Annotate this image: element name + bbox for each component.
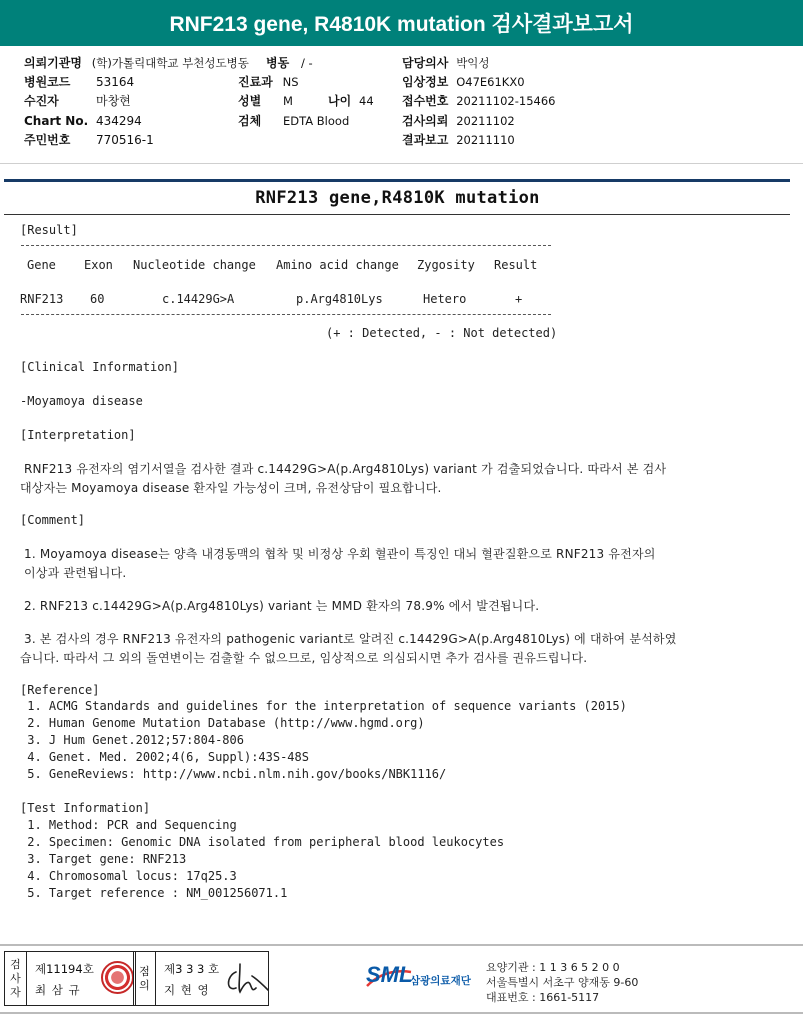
chart-no-label: Chart No. [24, 114, 89, 128]
result-bottom-dashes [21, 314, 551, 315]
department-value: NS [282, 75, 299, 89]
receipt-value: 20211102-15466 [456, 94, 556, 108]
reference-heading: [Reference] [20, 683, 100, 697]
col-nucleotide: Nucleotide change [133, 258, 256, 272]
signature-icon [222, 958, 270, 998]
report-date-row [402, 131, 515, 150]
age-label: 나이 [328, 94, 352, 108]
doctor-row [402, 54, 490, 73]
test-info-item-1: 1. Method: PCR and Sequencing [20, 818, 237, 832]
examiner-seal-icon [101, 961, 134, 994]
test-info-item-3: 3. Target gene: RNF213 [20, 852, 187, 866]
examiner-caption: 검 사 자 [5, 952, 27, 1005]
chart-no-value: 434294 [96, 114, 142, 128]
examiner-name: 최 삼 규 [35, 983, 81, 997]
patient-row [24, 92, 59, 111]
header-divider [0, 163, 803, 164]
comment-2-line-1: 2. RNF213 c.14429G>A(p.Arg4810Lys) variant 는 MMD 환자의 78.9% 에서 발견됩니다. [20, 599, 540, 613]
patient-value: 마창현 [96, 94, 131, 108]
lab-code: 요양기관 : 1 1 3 6 5 2 0 0 [486, 961, 620, 974]
clinical-text: -Moyamoya disease [20, 394, 143, 408]
comment-heading: [Comment] [20, 513, 86, 527]
comment-3-line-1: 3. 본 검사의 경우 RNF213 유전자의 pathogenic variant로 알려진 c.14429G>A(p.Arg4810Lys) 에 대하여 분석하였 [20, 632, 677, 646]
result-legend: (+ : Detected, - : Not detected) [326, 326, 558, 340]
sex-label: 성별 [238, 94, 262, 108]
doctor-value: 박익성 [456, 56, 490, 70]
reviewer-name: 지 현 영 [164, 983, 210, 997]
cell-amino: p.Arg4810Lys [296, 292, 383, 306]
specimen-label: 검체 [238, 114, 262, 128]
clinical-info-row [402, 73, 525, 92]
lab-address: 서울특별시 서초구 양재동 9-60 [486, 976, 639, 989]
request-label: 검사의뢰 [402, 114, 449, 128]
sex-value: M [283, 94, 293, 108]
request-value: 20211102 [456, 114, 515, 128]
institution-value: (학)가톨릭대학교 부천성도병동 [91, 56, 249, 70]
cell-result: + [515, 292, 523, 306]
col-zygosity: Zygosity [417, 258, 475, 272]
reference-item-3: 3. J Hum Genet.2012;57:804-806 [20, 733, 244, 747]
footer-top-rule [0, 944, 803, 946]
comment-1-line-2: 이상과 관련됩니다. [20, 566, 127, 580]
lab-name: 삼광의료재단 [410, 975, 471, 987]
test-info-item-4: 4. Chromosomal locus: 17q25.3 [20, 869, 237, 883]
result-top-dashes [21, 245, 551, 246]
report-date-label: 결과보고 [402, 133, 449, 147]
report-title-bar: RNF213 gene, R4810K mutation 검사결과보고서 [0, 0, 803, 46]
cell-zygosity: Hetero [423, 292, 467, 306]
specimen-row [238, 112, 349, 131]
resident-label: 주민번호 [24, 133, 71, 147]
reference-item-2: 2. Human Genome Mutation Database (http://www.hgmd.org) [20, 716, 425, 730]
reference-item-5: 5. GeneReviews: http://www.ncbi.nlm.nih.gov/books/NBK1116/ [20, 767, 447, 781]
col-amino: Amino acid change [276, 258, 399, 272]
sml-logo-text: SML [366, 962, 413, 987]
hospital-code-label: 병원코드 [24, 75, 71, 89]
resident-row [24, 131, 70, 150]
resident-value: 770516-1 [96, 133, 154, 147]
report-date-value: 20211110 [456, 133, 515, 147]
col-exon: Exon [84, 258, 113, 272]
interpretation-line-1: RNF213 유전자의 염기서열을 검사한 결과 c.14429G>A(p.Arg4810Lys) variant 가 검출되었습니다. 따라서 본 검사 [20, 462, 667, 476]
reference-item-1: 1. ACMG Standards and guidelines for the interpretation of sequence variants (2015) [20, 699, 627, 713]
result-heading: [Result] [20, 223, 78, 237]
comment-1-line-1: 1. Moyamoya disease는 양측 내경동맥의 협착 및 비정상 우회 혈관이 특징인 대뇌 혈관질환으로 RNF213 유전자의 [20, 547, 656, 561]
test-info-item-2: 2. Specimen: Genomic DNA isolated from peripheral blood leukocytes [20, 835, 505, 849]
department-label: 진료과 [238, 75, 273, 89]
ward-value: / - [301, 56, 313, 70]
ward-label: 병동 [266, 56, 290, 70]
reviewer-caption: 점 의 [134, 952, 156, 1005]
department-row [238, 73, 299, 92]
col-gene: Gene [27, 258, 56, 272]
sex-row [238, 92, 293, 111]
receipt-label: 접수번호 [402, 94, 449, 108]
lab-phone: 대표번호 : 1661-5117 [486, 991, 600, 1004]
receipt-row [402, 92, 555, 111]
test-info-heading: [Test Information] [20, 801, 151, 815]
test-info-item-5: 5. Target reference : NM_001256071.1 [20, 886, 288, 900]
hospital-code-value: 53164 [96, 75, 135, 89]
cell-gene: RNF213 [20, 292, 64, 306]
examiner-signature-box [4, 951, 136, 1006]
age-value: 44 [359, 94, 374, 108]
cell-exon: 60 [90, 292, 105, 306]
reference-item-4: 4. Genet. Med. 2002;4(6, Suppl):43S-48S [20, 750, 309, 764]
reviewer-license: 제3 3 3 호 [164, 962, 220, 976]
title-top-rule [4, 179, 790, 182]
hospital-code-row [24, 73, 70, 92]
doctor-label: 담당의사 [402, 56, 449, 70]
report-subtitle: RNF213 gene,R4810K mutation [255, 188, 540, 208]
footer-bottom-rule [0, 1012, 803, 1014]
institution-label: 의뢰기관명 [24, 56, 82, 70]
age-row [328, 92, 374, 111]
interpretation-heading: [Interpretation] [20, 428, 136, 442]
interpretation-line-2: 대상자는 Moyamoya disease 환자일 가능성이 크며, 유전상담이 필요합니다. [20, 481, 442, 495]
request-row [402, 112, 515, 131]
reviewer-signature-box [133, 951, 269, 1006]
chart-no-row [24, 112, 88, 131]
examiner-license: 제11194호 [35, 962, 94, 976]
clinical-heading: [Clinical Information] [20, 360, 179, 374]
institution-row [24, 54, 249, 73]
cell-nucleotide: c.14429G>A [162, 292, 235, 306]
clinical-info-value: O47E61KX0 [456, 75, 525, 89]
comment-3-line-2: 습니다. 따라서 그 외의 돌연변이는 검출할 수 없으므로, 임상적으로 의심되시면 추가 검사를 권유드립니다. [20, 651, 588, 665]
title-bottom-rule [4, 214, 790, 215]
ward-row [266, 54, 313, 73]
col-result: Result [494, 258, 538, 272]
patient-label: 수진자 [24, 94, 59, 108]
clinical-info-label: 임상정보 [402, 75, 449, 89]
specimen-value: EDTA Blood [283, 114, 350, 128]
